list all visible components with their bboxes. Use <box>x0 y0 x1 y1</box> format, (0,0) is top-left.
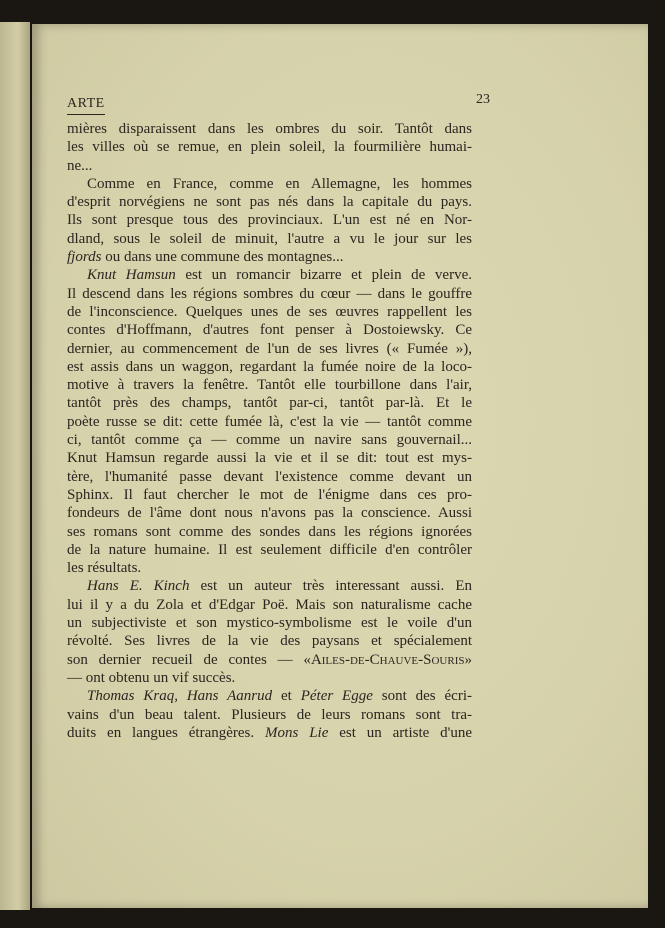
text-run: » <box>464 651 472 668</box>
text-run: est un romancir bizarre et plein de verve. <box>175 267 472 284</box>
text-line: Comme en France, comme en Allemagne, les hommes <box>87 175 472 192</box>
text-line <box>67 266 472 284</box>
text-line <box>67 724 472 742</box>
text-run: son dernier recueil de contes — « <box>67 651 311 668</box>
text-line: un subjectiviste et son mystico-symbolisme est le voile d'un <box>67 615 472 632</box>
text-line: — ont obtenu un vif succès. <box>67 669 236 686</box>
running-title: ARTE <box>67 96 105 115</box>
text-run: est un auteur très interessant aussi. En <box>189 578 472 595</box>
text-line: ci, tantôt comme ça — comme un navire sans gouvernail... <box>67 432 472 449</box>
body-text <box>67 120 472 742</box>
text-line: les villes où se remue, en plein soleil, la fourmilière humai- <box>67 139 472 156</box>
text-line: dland, sous le soleil de minuit, l'autre a vu le jour sur les <box>67 230 472 247</box>
italic-name: Péter Egge <box>300 688 373 705</box>
text-line: les résultats. <box>67 560 142 577</box>
text-line: Il descend dans les régions sombres du cœur — dans le gouffre <box>67 285 472 302</box>
text-line: contes d'Hoffmann, d'autres font penser à Dostoiewsky. Ce <box>67 322 472 339</box>
text-line: est assis dans un waggon, regardant la fumée noire de la loco- <box>67 358 472 375</box>
text-line <box>67 577 472 595</box>
text-line: ses romans sont comme des sondes dans les régions ignorées <box>67 523 472 540</box>
text-run: est un artiste d'une <box>328 724 473 741</box>
facing-page-edge <box>0 22 30 910</box>
text-run: sont des écri- <box>372 688 472 705</box>
text-line: motive à travers la fenêtre. Tantôt elle tourbillone dans l'air, <box>67 377 472 394</box>
italic-name: Mons Lie <box>265 724 329 741</box>
text-line: poète russe se dit: cette fumée là, c'est la vie — tantôt comme <box>67 413 472 430</box>
text-run: et <box>272 688 301 705</box>
text-line: Sphinx. Il faut chercher le mot de l'énigme dans ces pro- <box>67 486 472 503</box>
text-run: ou dans une commune des montagnes... <box>101 249 344 266</box>
text-line <box>67 687 472 705</box>
italic-name: Knut Hamsun <box>87 267 176 284</box>
text-line: ne... <box>67 157 93 174</box>
text-line: dernier, au commencement de l'un de ses livres (« Fumée »), <box>67 340 472 357</box>
small-caps-title: Ailes-de-Chauve-Souris <box>310 651 465 668</box>
text-line <box>67 248 472 266</box>
text-line: d'esprit norvégiens ne sont pas nés dans la capitale du pays. <box>67 194 472 211</box>
text-line: tère, l'humanité passe devant l'existence comme devant un <box>67 468 472 485</box>
text-line: tantôt près des champs, tantôt par-ci, tantôt par-là. Et le <box>67 395 472 412</box>
text-line: lui il y a du Zola et d'Edgar Poë. Mais son naturalisme cache <box>67 596 472 613</box>
page-number: 23 <box>476 92 490 107</box>
text-line: Ils sont presque tous des provinciaux. L'un est né en Nor- <box>67 212 472 229</box>
text-line: Knut Hamsun regarde aussi la vie et il se dit: tout est mys- <box>67 450 472 467</box>
text-line <box>67 651 472 669</box>
italic-name: Hans E. Kinch <box>87 578 190 595</box>
text-line: mières disparaissent dans les ombres du soir. Tantôt dans <box>67 121 472 137</box>
italic-name: fjords <box>67 249 102 266</box>
text-line: fondeurs de l'âme dont nous n'avons pas la conscience. Aussi <box>67 505 472 522</box>
text-line: révolté. Ses livres de la vie des paysans et spécialement <box>67 633 472 650</box>
text-line: de la nature humaine. Il est seulement difficile d'en contrôler <box>67 541 472 558</box>
italic-name: Thomas Kraq, Hans Aanrud <box>87 688 273 705</box>
text-run: duits en langues étrangères. <box>67 724 265 741</box>
text-line: de l'inconscience. Quelques unes de ses œuvres rappellent les <box>67 303 472 320</box>
text-line: vains d'un beau talent. Plusieurs de leurs romans sont tra- <box>67 706 472 723</box>
